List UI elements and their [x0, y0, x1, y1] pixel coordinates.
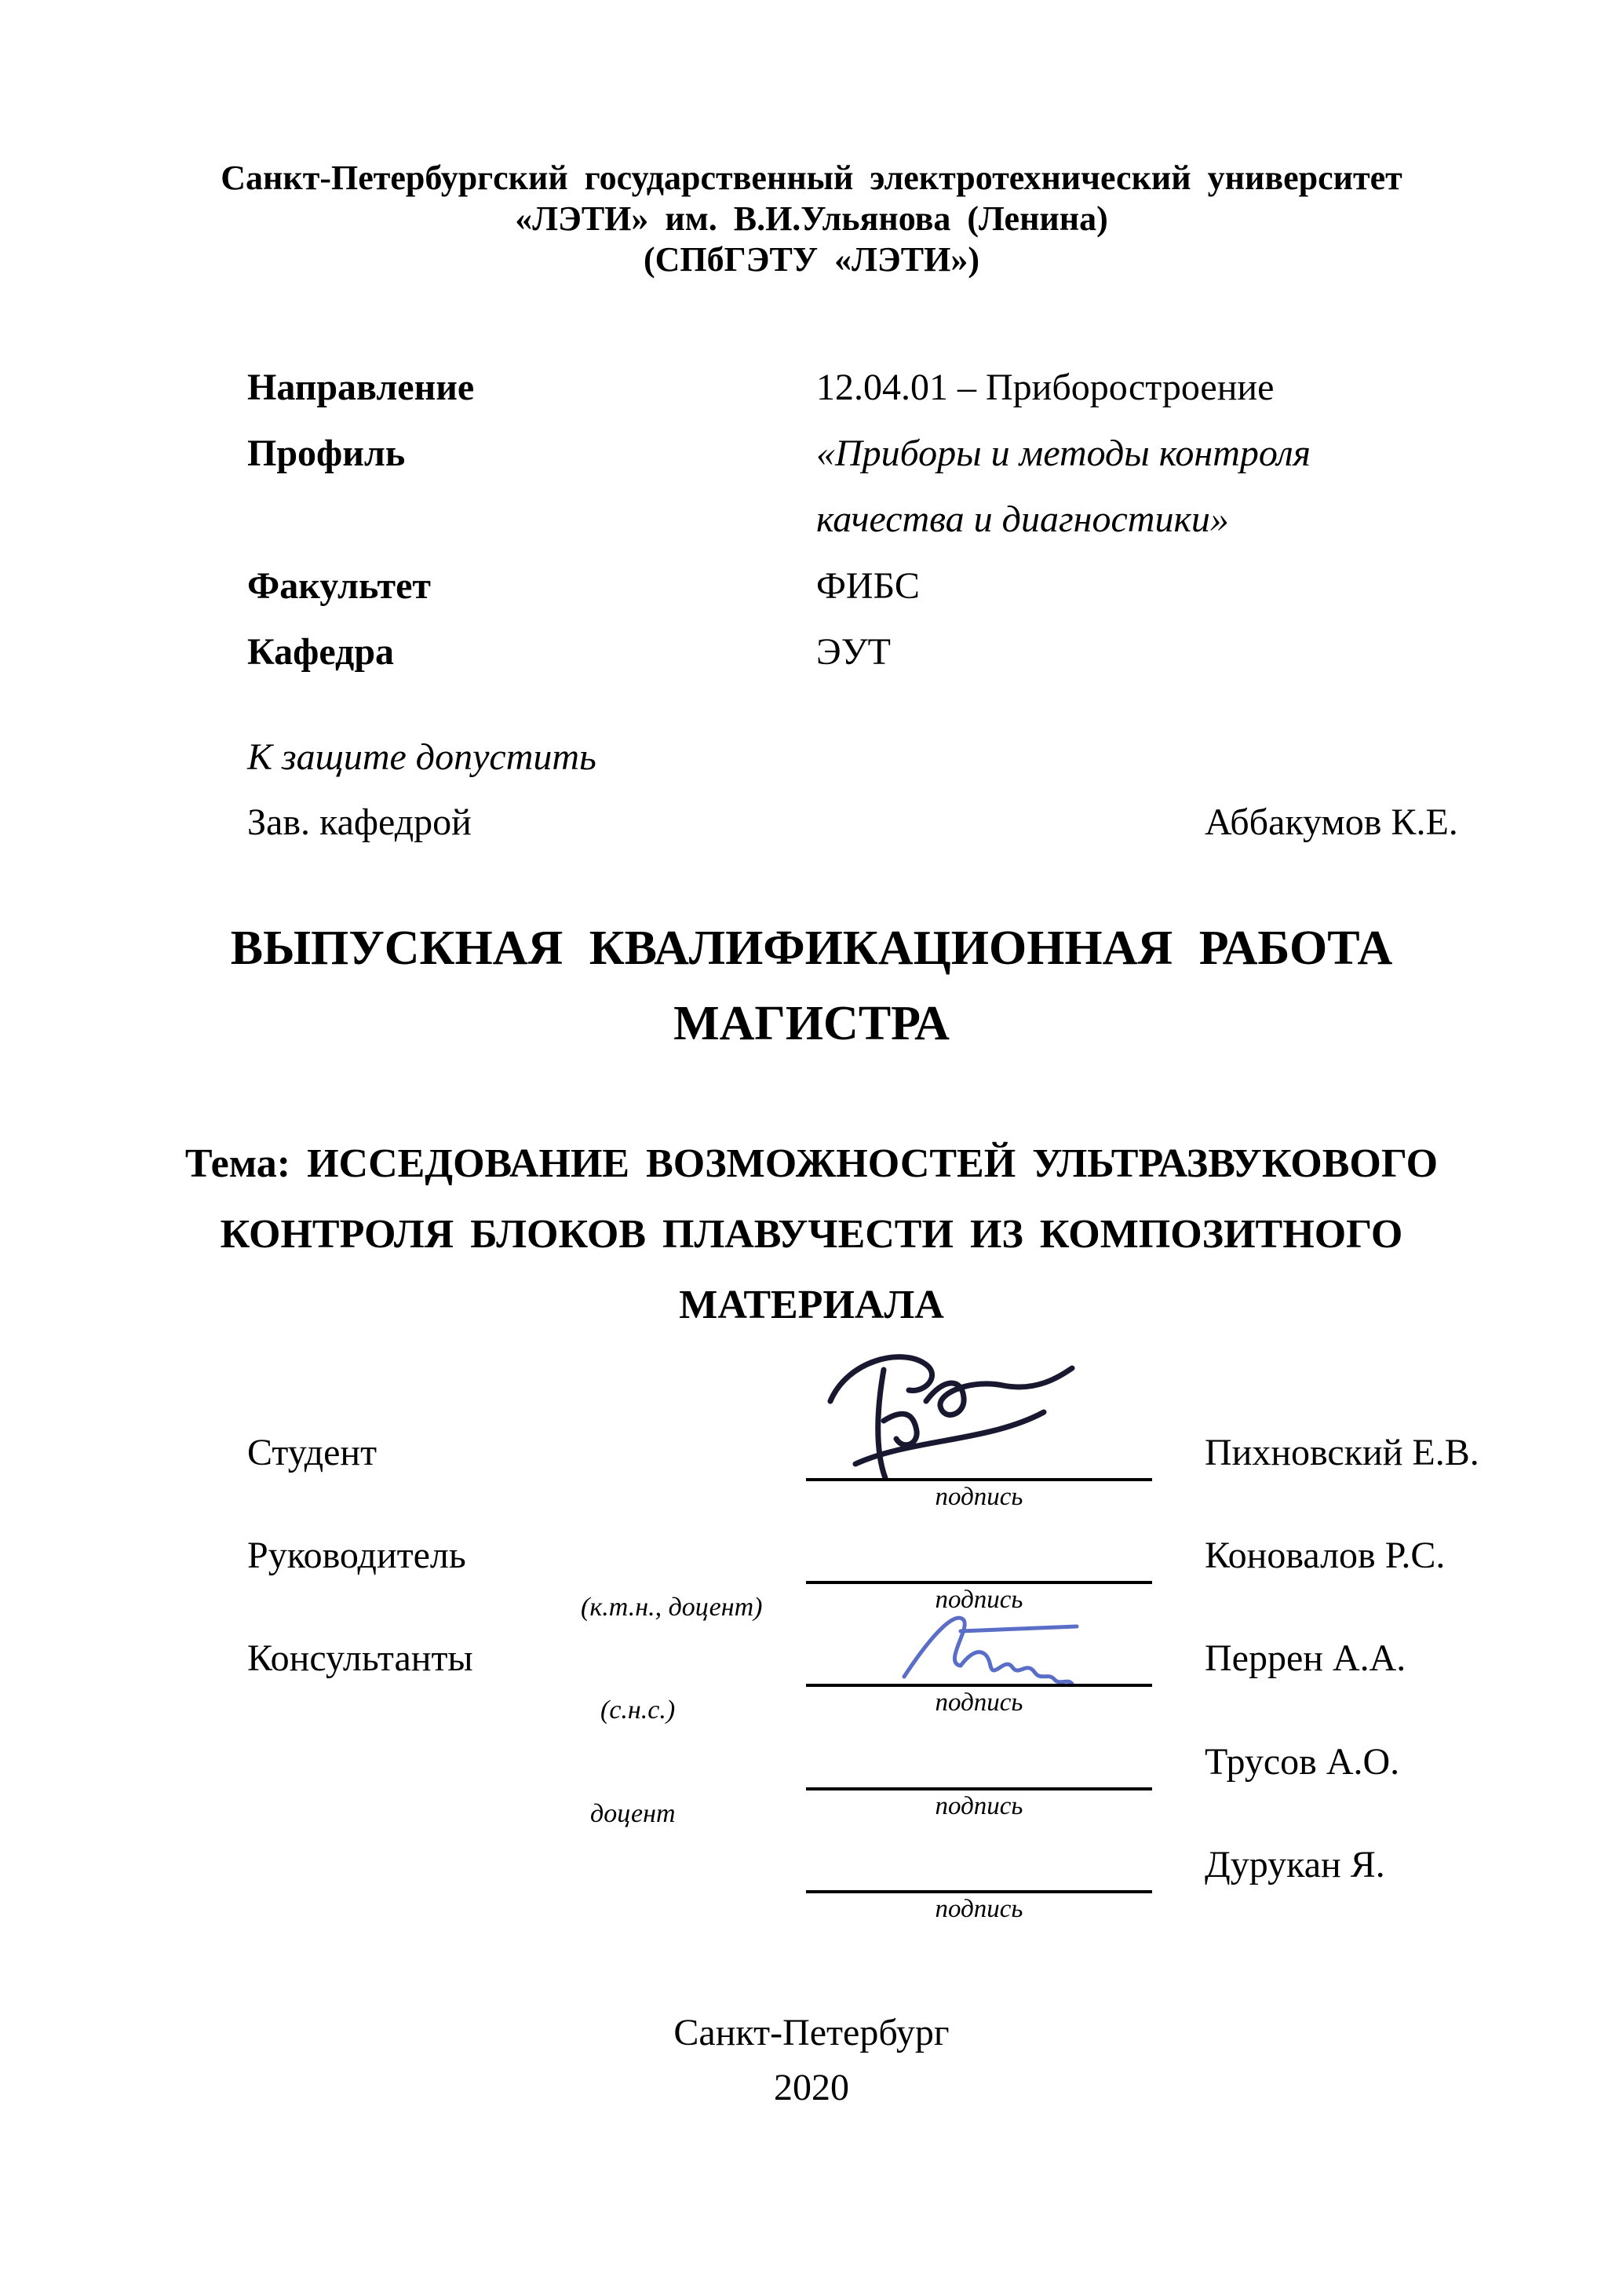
- field-value-profile-line2: качества и диагностики»: [816, 498, 1229, 540]
- field-value-faculty: ФИБС: [816, 565, 920, 607]
- signature-line-supervisor: [806, 1581, 1152, 1584]
- work-title-line2: МАГИСТРА: [673, 997, 950, 1050]
- department-head-name: Аббакумов К.Е.: [1205, 801, 1458, 843]
- theme-line3: МАТЕРИАЛА: [679, 1283, 944, 1327]
- field-value-department: ЭУТ: [816, 631, 891, 673]
- signature-caption-consultant3: подпись: [935, 1895, 1023, 1923]
- signature-role-student: Студент: [247, 1432, 377, 1473]
- consultant-signature-strokes: [904, 1618, 1077, 1684]
- footer-year: 2020: [774, 2067, 849, 2108]
- field-value-direction: 12.04.01 – Приборостроение: [816, 367, 1275, 408]
- footer-city: Санкт-Петербург: [673, 2012, 950, 2053]
- student-signature-path4: [926, 1368, 1072, 1414]
- consultant-signature-image: [895, 1608, 1091, 1686]
- theme-line1: Тема: ИССЕДОВАНИЕ ВОЗМОЖНОСТЕЙ УЛЬТРАЗВУКОВОГО: [184, 1141, 1439, 1186]
- student-signature-path2: [878, 1370, 885, 1478]
- work-title-line1: ВЫПУСКНАЯ КВАЛИФИКАЦИОННАЯ РАБОТА: [230, 922, 1393, 975]
- field-label-profile: Профиль: [247, 433, 406, 474]
- student-signature-path3: [884, 1414, 917, 1445]
- signature-degree-supervisor: (к.т.н., доцент): [581, 1593, 763, 1622]
- field-value-profile-line1: «Приборы и методы контроля: [816, 433, 1311, 474]
- signature-line-consultant3: [806, 1890, 1152, 1893]
- signature-line-consultant1: [806, 1684, 1152, 1687]
- theme-line2: КОНТРОЛЯ БЛОКОВ ПЛАВУЧЕСТИ ИЗ КОМПОЗИТНОГО: [220, 1212, 1403, 1257]
- signature-role-consultants: Консультанты: [247, 1637, 473, 1679]
- consultant-signature-path2: [961, 1626, 1077, 1631]
- signature-name-consultant3: Дурукан Я.: [1205, 1844, 1385, 1885]
- university-header-line1: Санкт-Петербургский государственный электротехнический университет: [221, 159, 1402, 197]
- signature-degree-consultant1: (с.н.с.): [600, 1696, 676, 1725]
- admission-approve-line: К защите допустить: [247, 736, 596, 778]
- department-head-label: Зав. кафедрой: [247, 801, 472, 843]
- field-label-department: Кафедра: [247, 631, 395, 673]
- signature-caption-consultant2: подпись: [935, 1792, 1023, 1820]
- signature-role-supervisor: Руководитель: [247, 1535, 466, 1576]
- signature-caption-supervisor: подпись: [935, 1586, 1023, 1614]
- consultant-signature-path1: [904, 1618, 965, 1677]
- consultant-signature-path3: [961, 1652, 1072, 1684]
- signature-name-consultant2: Трусов А.О.: [1205, 1741, 1400, 1783]
- signature-name-student: Пихновский Е.В.: [1205, 1432, 1479, 1473]
- signature-line-student: [806, 1478, 1152, 1481]
- signature-caption-consultant1: подпись: [935, 1688, 1023, 1717]
- university-header-line2: «ЛЭТИ» им. В.И.Ульянова (Ленина): [515, 199, 1108, 238]
- signature-name-consultant1: Перрен А.А.: [1205, 1637, 1406, 1679]
- signature-line-consultant2: [806, 1787, 1152, 1790]
- student-signature-image: [808, 1346, 1091, 1484]
- student-signature-strokes: [830, 1357, 1072, 1478]
- field-label-faculty: Факультет: [247, 565, 431, 607]
- signature-caption-student: подпись: [935, 1483, 1023, 1511]
- signature-degree-consultant2: доцент: [590, 1799, 676, 1828]
- field-label-direction: Направление: [247, 367, 475, 408]
- university-header-line3: (СПбГЭТУ «ЛЭТИ»): [644, 240, 979, 279]
- signature-name-supervisor: Коновалов Р.С.: [1205, 1535, 1446, 1576]
